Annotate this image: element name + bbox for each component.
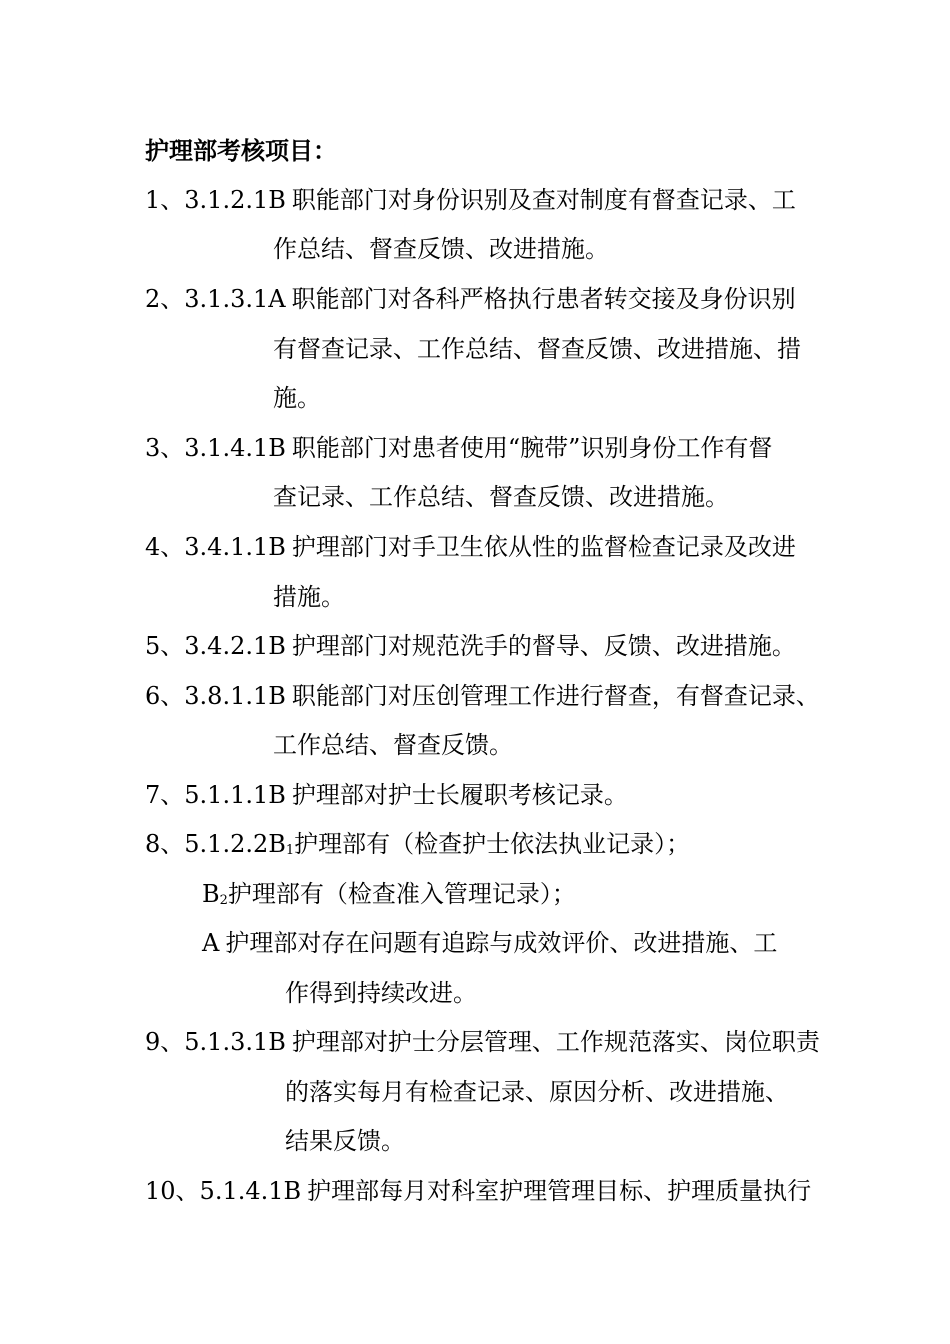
item-text: 结果反馈。 bbox=[285, 1127, 405, 1155]
item-text: 护理部对护士分层管理、工作规范落实、岗位职责 bbox=[291, 1028, 820, 1056]
item-text: 护理部门对手卫生依从性的监督检查记录及改进 bbox=[291, 533, 796, 561]
item-number: 4、 bbox=[145, 533, 185, 561]
list-item-3-continuation bbox=[273, 477, 729, 517]
list-item-5 bbox=[145, 626, 796, 666]
item-text: 职能部门对身份识别及查对制度有督查记录、工 bbox=[291, 186, 796, 214]
item-code-subscript: 2 bbox=[219, 893, 228, 908]
item-text: 护理部有（检查准入管理记录）； bbox=[227, 880, 576, 908]
item-number: 7、 bbox=[145, 781, 185, 809]
list-item-8-a-continuation bbox=[285, 973, 477, 1013]
list-item-2 bbox=[145, 279, 796, 319]
item-text: 有督查记录、工作总结、督查反馈、改进措施、措 bbox=[273, 335, 801, 363]
item-number: 9、 bbox=[145, 1028, 185, 1056]
item-code-subscript: 1 bbox=[285, 843, 295, 858]
item-number: 1、 bbox=[145, 186, 185, 214]
list-item-8 bbox=[145, 824, 690, 864]
page-title: 护理部考核项目： bbox=[145, 136, 337, 165]
item-number: 5、 bbox=[145, 632, 185, 660]
item-code: 3.4.2.1B bbox=[184, 632, 286, 660]
item-code: 3.1.4.1B bbox=[184, 434, 286, 462]
item-text: 护理部门对规范洗手的督导、反馈、改进措施。 bbox=[291, 632, 796, 660]
list-item-2-continuation bbox=[273, 329, 801, 369]
item-text: 的落实每月有检查记录、原因分析、改进措施、 bbox=[285, 1078, 789, 1106]
item-text: 作总结、督查反馈、改进措施。 bbox=[273, 235, 609, 263]
list-item-7 bbox=[145, 775, 628, 815]
item-number: 8、 bbox=[145, 830, 185, 858]
item-text: 护理部每月对科室护理管理目标、护理质量执行 bbox=[307, 1177, 812, 1205]
item-text: 措施。 bbox=[273, 583, 345, 611]
item-code: B bbox=[202, 880, 220, 908]
item-text: 查记录、工作总结、督查反馈、改进措施。 bbox=[273, 483, 729, 511]
item-number: 3、 bbox=[145, 434, 185, 462]
item-code: 5.1.1.1B bbox=[184, 781, 286, 809]
item-code: 3.8.1.1B bbox=[184, 682, 286, 710]
list-item-4 bbox=[145, 527, 796, 567]
item-code: A bbox=[202, 929, 220, 957]
item-code: 3.4.1.1B bbox=[184, 533, 286, 561]
item-code: 5.1.4.1B bbox=[199, 1177, 302, 1205]
item-number: 2、 bbox=[145, 285, 185, 313]
item-text: 护理部有（检查护士依法执业记录）； bbox=[294, 830, 691, 858]
list-item-8-b2 bbox=[202, 874, 576, 914]
list-item-1-continuation bbox=[273, 229, 609, 269]
list-item-8-a bbox=[202, 923, 777, 963]
item-text: 工作总结、督查反馈。 bbox=[273, 731, 513, 759]
item-number: 10、 bbox=[145, 1177, 200, 1205]
list-item-9-continuation bbox=[285, 1121, 405, 1161]
item-text: 护理部对存在问题有追踪与成效评价、改进措施、工 bbox=[225, 929, 778, 957]
list-item-6 bbox=[145, 676, 820, 716]
item-text: 护理部对护士长履职考核记录。 bbox=[291, 781, 628, 809]
list-item-9-continuation bbox=[285, 1072, 789, 1112]
item-code: 3.1.2.1B bbox=[184, 186, 286, 214]
item-code: 5.1.3.1B bbox=[184, 1028, 286, 1056]
item-text: 施。 bbox=[273, 384, 321, 412]
list-item-1 bbox=[145, 180, 796, 220]
list-item-3 bbox=[145, 428, 772, 468]
list-item-6-continuation bbox=[273, 725, 513, 765]
item-text: 职能部门对患者使用“腕带”识别身份工作有督 bbox=[291, 434, 773, 462]
item-text: 职能部门对各科严格执行患者转交接及身份识别 bbox=[291, 285, 796, 313]
list-item-9 bbox=[145, 1022, 820, 1062]
item-code: 3.1.3.1A bbox=[184, 285, 286, 313]
item-number: 6、 bbox=[145, 682, 185, 710]
item-code: 5.1.2.2B bbox=[184, 830, 286, 858]
item-text: 作得到持续改进。 bbox=[285, 979, 477, 1007]
item-text: 职能部门对压创管理工作进行督查，有督查记录、 bbox=[291, 682, 820, 710]
list-item-10 bbox=[145, 1171, 811, 1211]
list-item-2-continuation bbox=[273, 378, 321, 418]
list-item-4-continuation bbox=[273, 577, 345, 617]
